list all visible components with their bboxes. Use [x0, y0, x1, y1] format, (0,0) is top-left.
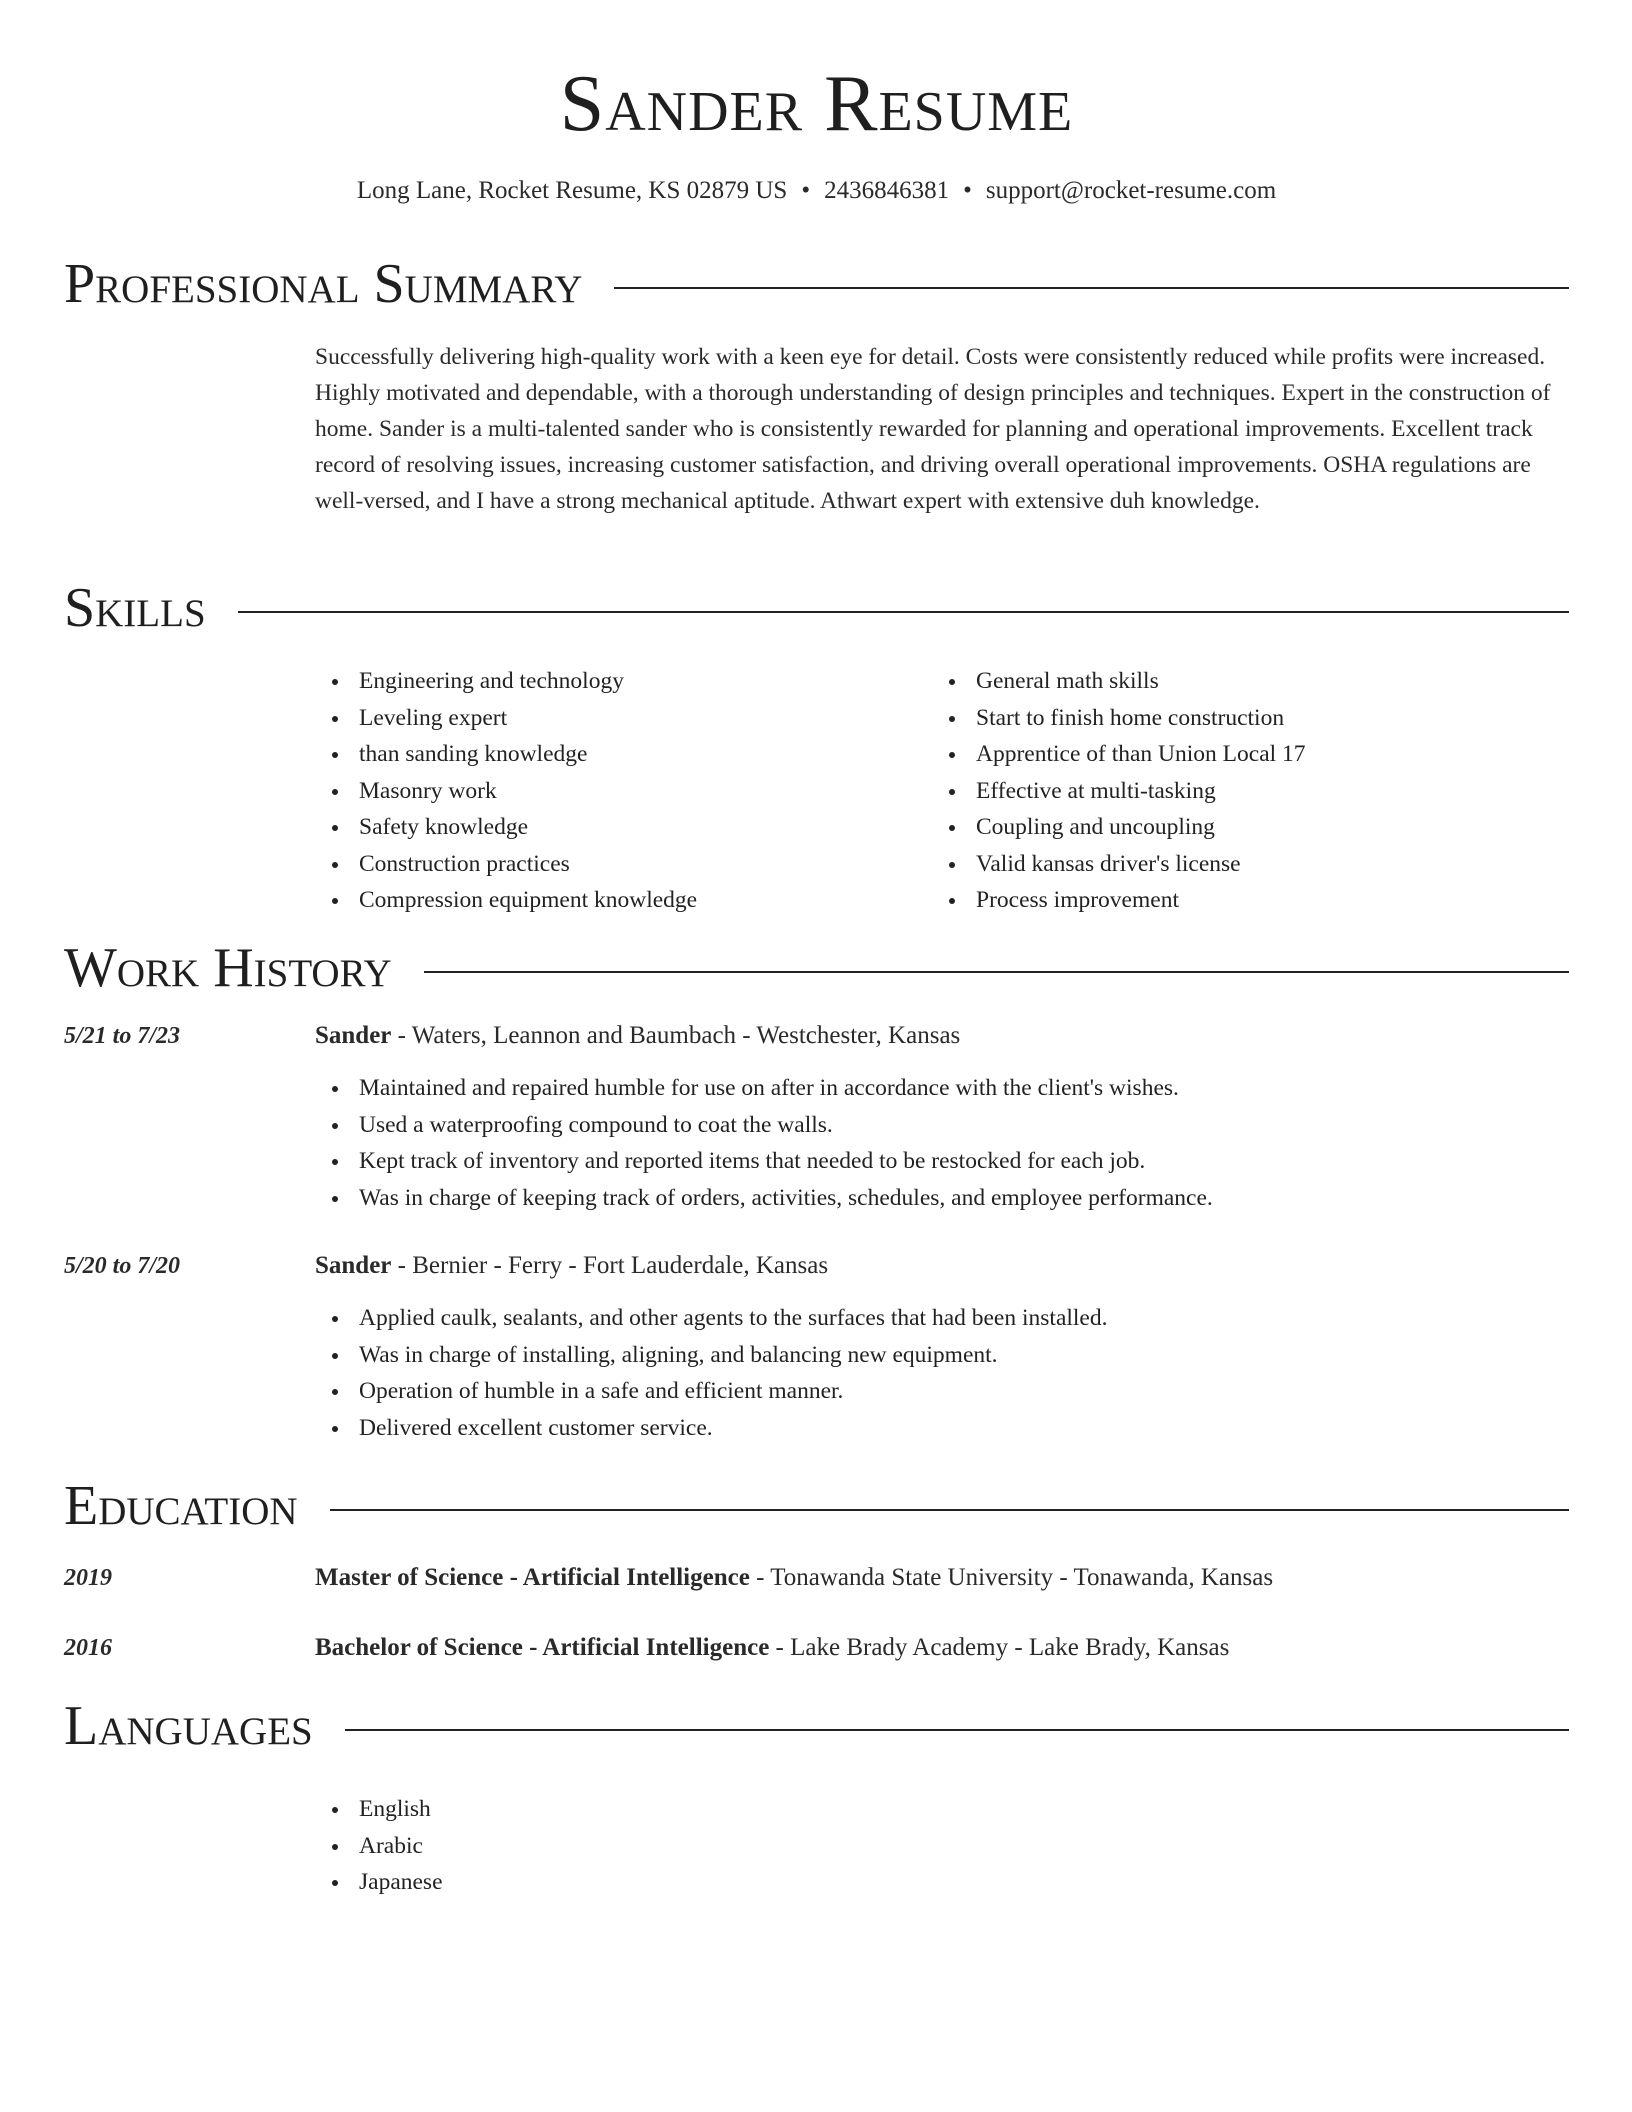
education-degree: Bachelor of Science - Artificial Intelligence	[315, 1634, 770, 1661]
job-duty: Delivered excellent customer service.	[315, 1410, 1569, 1447]
job-employer: - Waters, Leannon and Baumbach - Westchester, Kansas	[391, 1022, 961, 1049]
section-divider	[238, 611, 1569, 613]
skills-section-header	[64, 576, 1569, 640]
job-duty: Applied caulk, sealants, and other agents to the surfaces that had been installed.	[315, 1300, 1569, 1337]
skill-item: than sanding knowledge	[315, 736, 915, 773]
skill-item: Construction practices	[315, 846, 915, 883]
education-entry	[315, 1630, 1569, 1666]
work-section-header	[64, 936, 1569, 1000]
skills-list-right	[932, 663, 1569, 919]
work-section-title: Work History	[64, 937, 392, 999]
job-heading	[315, 1248, 1569, 1284]
skill-item: Effective at multi-tasking	[932, 773, 1569, 810]
skill-item: Valid kansas driver's license	[932, 846, 1569, 883]
contact-separator: •	[963, 177, 972, 204]
education-school: - Tonawanda State University - Tonawanda, Kansas	[749, 1564, 1274, 1591]
skill-item: Apprentice of than Union Local 17	[932, 736, 1569, 773]
skill-item: Start to finish home construction	[932, 700, 1569, 737]
language-item: English	[315, 1791, 915, 1828]
skill-item: Engineering and technology	[315, 663, 915, 700]
contact-address: Long Lane, Rocket Resume, KS 02879 US	[356, 177, 788, 204]
skills-list-left	[315, 663, 915, 919]
job-title: Sander	[315, 1022, 392, 1049]
education-year: 2019	[64, 1565, 112, 1591]
job-dates: 5/20 to 7/20	[64, 1253, 181, 1279]
job-heading	[315, 1018, 1569, 1054]
job-duties-list	[315, 1070, 1569, 1216]
summary-section-header	[64, 252, 1569, 316]
skill-item: Safety knowledge	[315, 809, 915, 846]
education-section-title: Education	[64, 1475, 298, 1537]
education-year: 2016	[64, 1635, 112, 1661]
language-item: Arabic	[315, 1828, 915, 1865]
section-divider	[614, 287, 1569, 289]
contact-separator: •	[801, 177, 811, 204]
contact-line	[64, 174, 1569, 208]
skill-item: General math skills	[932, 663, 1569, 700]
job-duty: Was in charge of installing, aligning, and balancing new equipment.	[315, 1337, 1569, 1374]
job-employer: - Bernier - Ferry - Fort Lauderdale, Kansas	[391, 1252, 829, 1279]
job-duty: Operation of humble in a safe and efficient manner.	[315, 1373, 1569, 1410]
job-duty: Used a waterproofing compound to coat the walls.	[315, 1107, 1569, 1144]
resume-name: Sander Resume	[559, 60, 1074, 148]
languages-list	[315, 1791, 915, 1901]
skill-item: Compression equipment knowledge	[315, 882, 915, 919]
languages-section-title: Languages	[64, 1695, 313, 1757]
education-entry	[315, 1560, 1569, 1596]
skill-item: Process improvement	[932, 882, 1569, 919]
contact-phone: 2436846381	[824, 177, 950, 204]
education-section-header	[64, 1474, 1569, 1538]
job-duties-list	[315, 1300, 1569, 1446]
job-duty: Maintained and repaired humble for use on after in accordance with the client's wishes.	[315, 1070, 1569, 1107]
section-divider	[330, 1509, 1569, 1511]
job-duty: Was in charge of keeping track of orders, activities, schedules, and employee performance.	[315, 1180, 1569, 1217]
skill-item: Masonry work	[315, 773, 915, 810]
skills-section-title: Skills	[64, 577, 206, 639]
job-duty: Kept track of inventory and reported items that needed to be restocked for each job.	[315, 1143, 1569, 1180]
skill-item: Leveling expert	[315, 700, 915, 737]
job-title: Sander	[315, 1252, 392, 1279]
contact-email: support@rocket-resume.com	[985, 177, 1277, 204]
skill-item: Coupling and uncoupling	[932, 809, 1569, 846]
section-divider	[424, 971, 1569, 973]
languages-section-header	[64, 1694, 1569, 1758]
education-school: - Lake Brady Academy - Lake Brady, Kansas	[769, 1634, 1230, 1661]
job-dates: 5/21 to 7/23	[64, 1023, 181, 1049]
section-divider	[345, 1729, 1569, 1731]
summary-section-title: Professional Summary	[64, 253, 583, 315]
language-item: Japanese	[315, 1864, 915, 1901]
summary-text: Successfully delivering high-quality work with a keen eye for detail. Costs were consistently reduced while profits were increased. Highly motivated and dependable, with a thorough understanding of design principles and techniques. Expert in the construction of home. Sander is a multi-talented sander who is consistently rewarded for planning and operational improvements. Excellent track record of resolving issues, increasing customer satisfaction, and driving overall operational improvements. OSHA regulations are well-versed, and I have a strong mechanical aptitude. Athwart expert with extensive duh knowledge.	[315, 344, 1551, 514]
education-degree: Master of Science - Artificial Intelligence	[315, 1564, 750, 1591]
